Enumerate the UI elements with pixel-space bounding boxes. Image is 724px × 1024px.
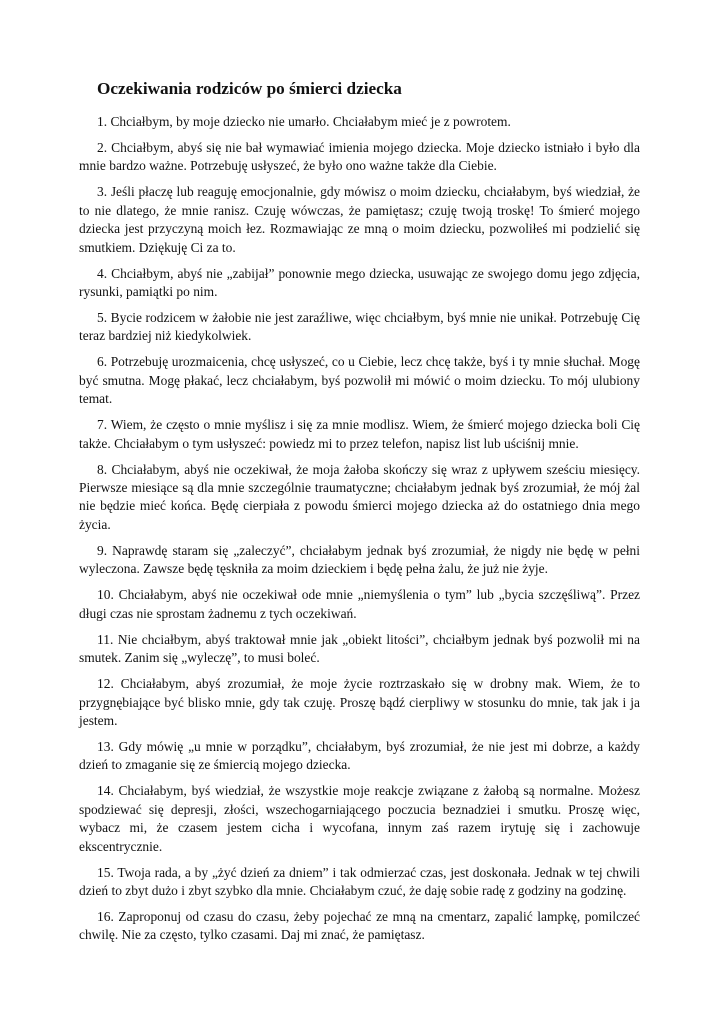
document-page bbox=[79, 78, 640, 952]
paragraph-6: 6. Potrzebuję urozmaicenia, chcę usłyszeć, co u Ciebie, lecz chcę także, byś i ty mnie słuchał. Mogę być smutna. Mogę płakać, lecz chciałabym, byś pozwolił mi mówić o moim dziecku. To mój ulubiony temat. bbox=[79, 354, 640, 407]
paragraph-16: 16. Zaproponuj od czasu do czasu, żeby pojechać ze mną na cmentarz, zapalić lampkę, pomilczeć chwilę. Nie za często, tylko czasami. Daj mi znać, że pamiętasz. bbox=[79, 908, 640, 943]
paragraph-5: 5. Bycie rodzicem w żałobie nie jest zaraźliwe, więc chciałbym, byś mnie nie unikał. Potrzebuję Cię teraz bardziej niż kiedykolwiek. bbox=[79, 310, 640, 344]
paragraph-9: 9. Naprawdę staram się „zaleczyć”, chciałabym jednak byś zrozumiał, że nigdy nie będę w pełni wyleczona. Zawsze będę tęskniła za moim dzieckiem i będę pełna żalu, że już nie żyje. bbox=[79, 542, 640, 577]
document-title: Oczekiwania rodziców po śmierci dziecka bbox=[97, 79, 402, 98]
paragraph-11: 11. Nie chciałbym, abyś traktował mnie jak „obiekt litości”, chciałbym jednak byś pozwolił mi na smutek. Zanim się „wyleczę”, to musi boleć. bbox=[79, 631, 640, 666]
paragraph-2: 2. Chciałbym, abyś się nie bał wymawiać imienia mojego dziecka. Moje dziecko istniało i było dla mnie bardzo ważne. Potrzebuję usłyszeć, że było ono ważne także dla Ciebie. bbox=[79, 140, 640, 174]
paragraph-3: 3. Jeśli płaczę lub reaguję emocjonalnie, gdy mówisz o moim dziecku, chciałabym, byś wiedział, że to nie dlatego, że mnie ranisz. Czuję wówczas, że pamiętasz; czuję twoją troskę! To śmierć mojego dziecka jest przyczyną moich łez. Rozmawiając ze mną o moim dziecku, pozwoliłeś mi podzielić się smutkiem. Dziękuję Ci za to. bbox=[79, 184, 640, 255]
paragraph-1: 1. Chciałbym, by moje dziecko nie umarło. Chciałabym mieć je z powrotem. bbox=[97, 114, 511, 129]
paragraph-13: 13. Gdy mówię „u mnie w porządku”, chciałabym, byś zrozumiał, że nie jest mi dobrze, a każdy dzień to zmaganie się ze śmiercią mojego dziecka. bbox=[79, 738, 640, 773]
paragraph-7: 7. Wiem, że często o mnie myślisz i się za mnie modlisz. Wiem, że śmierć mojego dziecka boli Cię także. Chciałabym o tym usłyszeć: powiedz mi to przez telefon, napisz list lub uściśnij mnie. bbox=[79, 417, 640, 451]
paragraph-4: 4. Chciałbym, abyś nie „zabijał” ponownie mego dziecka, usuwając ze swojego domu jego zdjęcia, rysunki, pamiątki po nim. bbox=[79, 265, 640, 300]
paragraph-8: 8. Chciałabym, abyś nie oczekiwał, że moja żałoba skończy się wraz z upływem sześciu miesięcy. Pierwsze miesiące są dla mnie szczególnie traumatyczne; chciałabym jednak byś zrozumiał, że mój żal nie będzie mieć końca. Będę cierpiała z powodu śmierci mojego dziecka aż do ostatniego dnia mego życia. bbox=[79, 461, 640, 532]
paragraph-15: 15. Twoja rada, a by „żyć dzień za dniem” i tak odmierzać czas, jest doskonała. Jednak w tej chwili dzień to zbyt dużo i zbyt szybko dla mnie. Chciałabym czuć, że daję sobie radę z godziny na godzinę. bbox=[79, 864, 640, 898]
paragraph-12: 12. Chciałabym, abyś zrozumiał, że moje życie roztrzaskało się w drobny mak. Wiem, że to przygnębiające być blisko mnie, gdy tak czuję. Proszę bądź cierpliwy w stosunku do mnie, tak jak i ja jestem. bbox=[79, 676, 640, 728]
paragraph-10: 10. Chciałabym, abyś nie oczekiwał ode mnie „niemyślenia o tym” lub „bycia szczęśliwą”. Przez długi czas nie sprostam żadnemu z tych oczekiwań. bbox=[79, 587, 640, 621]
paragraph-14: 14. Chciałabym, byś wiedział, że wszystkie moje reakcje związane z żałobą są normalne. Możesz spodziewać się depresji, złości, wszechogarniającego poczucia beznadziei i smutku. Proszę więc, wybacz mi, że czasem jestem cicha i wycofana, innym zaś razem irytuję się i zachowuje ekscentrycznie. bbox=[79, 783, 640, 854]
